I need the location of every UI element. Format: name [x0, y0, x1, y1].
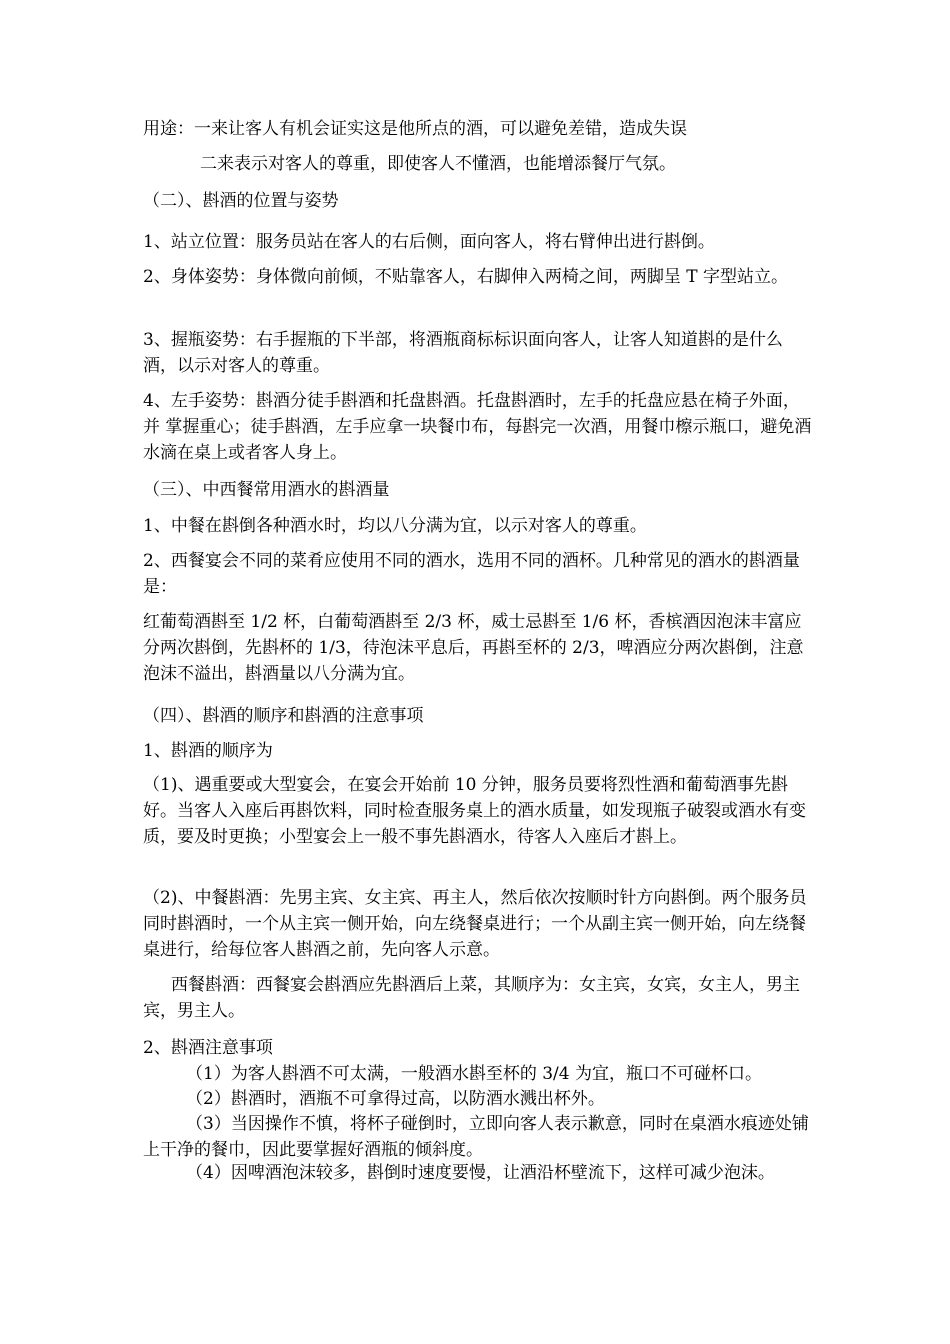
section-heading: （四）、斟酒的顺序和斟酒的注意事项: [143, 706, 424, 726]
paragraph: （4）因啤酒泡沫较多，斟倒时速度要慢，让酒沿杯壁流下，这样可减少泡沫。: [186, 1163, 775, 1183]
section-heading: （二）、斟酒的位置与姿势: [143, 191, 339, 211]
section-heading: （三）、中西餐常用酒水的斟酒量: [143, 480, 390, 500]
paragraph: 4、左手姿势：斟酒分徒手斟酒和托盘斟酒。托盘斟酒时，左手的托盘应悬在椅子外面，并 掌握重心；徒手斟酒，左手应拿一块餐巾布，每斟完一次酒，用餐巾檫示瓶口，避免酒水滴在桌上或者客人身上。: [143, 391, 812, 463]
paragraph: （2）斟酒时，酒瓶不可拿得过高，以防酒水溅出杯外。: [186, 1089, 605, 1109]
paragraph: 1、中餐在斟倒各种酒水时，均以八分满为宜，以示对客人的尊重。: [143, 516, 647, 536]
paragraph: （3）当因操作不慎，将杯子碰倒时，立即向客人表示歉意，同时在桌酒水痕迹处铺上干净的餐巾，因此要掌握好酒瓶的倾斜度。: [143, 1114, 809, 1160]
usage-line-1: 用途：一来让客人有机会证实这是他所点的酒，可以避免差错，造成失误: [143, 119, 687, 139]
paragraph: （1）为客人斟酒不可太满，一般酒水斟至杯的 3/4 为宜，瓶口不可碰杯口。: [186, 1064, 762, 1084]
paragraph: 2、斟酒注意事项: [143, 1038, 273, 1058]
usage-line-2: 二来表示对客人的尊重，即使客人不懂酒，也能增添餐厅气氛。: [200, 154, 676, 174]
paragraph: 西餐斟酒：西餐宴会斟酒应先斟酒后上菜，其顺序为：女主宾，女宾，女主人，男主宾，男主人。: [143, 975, 800, 1021]
paragraph: 2、身体姿势：身体微向前倾，不贴靠客人，右脚伸入两椅之间，两脚呈 T 字型站立。: [143, 267, 788, 287]
paragraph: （2)、中餐斟酒：先男主宾、女主宾、再主人，然后依次按顺时针方向斟倒。两个服务员同时斟酒时，一个从主宾一侧开始，向左绕餐桌进行；一个从副主宾一侧开始，向左绕餐桌进行，给每位客人斟酒之前，先向客人示意。: [143, 888, 807, 960]
paragraph: 3、握瓶姿势：右手握瓶的下半部，将酒瓶商标标识面向客人，让客人知道斟的是什么酒，以示对客人的尊重。: [143, 330, 783, 376]
paragraph: 1、站立位置：服务员站在客人的右后侧，面向客人，将右臂伸出进行斟倒。: [143, 232, 715, 252]
paragraph: 红葡萄酒斟至 1/2 杯，白葡萄酒斟至 2/3 杯，威士忌斟至 1/6 杯，香槟酒因泡沫丰富应分两次斟倒，先斟杯的 1/3，待泡沫平息后，再斟至杯的 2/3，啤酒应分两次斟倒，注意泡沫不溢出，斟酒量以八分满为宜。: [143, 612, 804, 684]
paragraph: 2、西餐宴会不同的菜肴应使用不同的酒水，选用不同的酒杯。几种常见的酒水的斟酒量是：: [143, 551, 800, 597]
paragraph: 1、斟酒的顺序为: [143, 741, 273, 761]
paragraph: （1)、遇重要或大型宴会，在宴会开始前 10 分钟，服务员要将烈性酒和葡萄酒事先斟好。当客人入座后再斟饮料，同时检查服务桌上的酒水质量，如发现瓶子破裂或酒水有变质，要及时更换；小型宴会上一般不事先斟酒水，待客人入座后才斟上。: [143, 775, 806, 847]
